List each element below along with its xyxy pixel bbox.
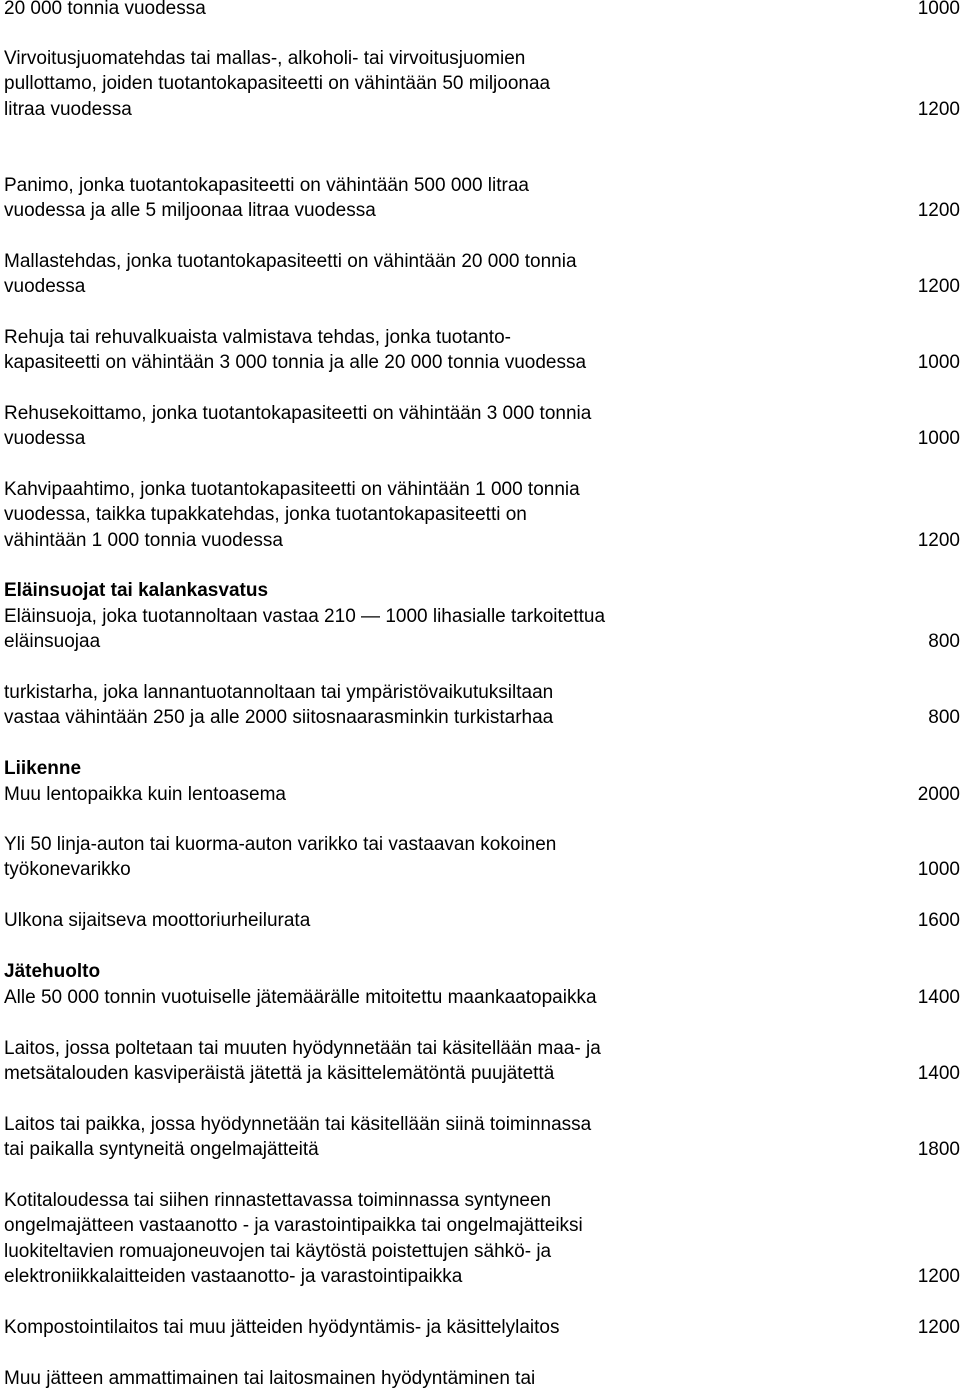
entry-text-line xyxy=(4,782,960,807)
entry-description: ongelmajätteen vastaanotto - ja varastointipaikka tai ongelmajätteiksi xyxy=(4,1215,583,1237)
entry-description: pullottamo, joiden tuotantokapasiteetti on vähintään 50 miljoonaa xyxy=(4,73,551,95)
entry-description: turkistarha, joka lannantuotannoltaan tai ympäristövaikutuksiltaan xyxy=(4,682,554,703)
entry-description: metsätalouden kasviperäistä jätettä ja käsittelemätöntä puujätettä xyxy=(4,1063,555,1085)
entry-text-line xyxy=(4,274,960,299)
entry-description: Kahvipaahtimo, jonka tuotantokapasiteetti on vähintään 1 000 tonnia xyxy=(4,479,580,500)
entry-description: Alle 50 000 tonnin vuotuiselle jätemäärälle mitoitettu maankaatopaikka xyxy=(4,987,597,1008)
entry-text-line xyxy=(4,401,960,426)
section-heading: Jätehuolto xyxy=(4,961,101,982)
entry-distance-value: 1000 xyxy=(917,352,960,374)
entry-description: Yli 50 linja-auton tai kuorma-auton varikko tai vastaavan kokoinen xyxy=(4,834,557,855)
entry-distance-value: 1200 xyxy=(917,276,960,298)
facility-entry xyxy=(4,249,960,300)
entry-text-line xyxy=(4,173,960,198)
entry-distance-value: 2000 xyxy=(917,784,960,805)
entry-text-line xyxy=(4,46,960,71)
entry-description: Ulkona sijaitseva moottoriurheilurata xyxy=(4,910,311,931)
entry-description: tai paikalla syntyneitä ongelmajätteitä xyxy=(4,1139,319,1161)
entry-text-line xyxy=(4,71,960,96)
facility-entry xyxy=(4,173,960,224)
entry-description: Laitos tai paikka, jossa hyödynnetään tai käsitellään siinä toiminnassa xyxy=(4,1114,592,1135)
entry-description: Panimo, jonka tuotantokapasiteetti on vähintään 500 000 litraa xyxy=(4,175,529,196)
facility-entry xyxy=(4,680,960,731)
entry-text-line xyxy=(4,249,960,274)
facility-entry xyxy=(4,325,960,376)
entry-text-line xyxy=(4,1112,960,1137)
entry-description: vuodessa xyxy=(4,276,86,298)
entry-text-line xyxy=(4,1366,960,1391)
entry-distance-value: 1200 xyxy=(917,98,960,120)
entry-description: litraa vuodessa xyxy=(4,98,132,120)
entry-description: Kotitaloudessa tai siihen rinnastettavassa toiminnassa syntyneen xyxy=(4,1190,552,1211)
entry-description: 20 000 tonnia vuodessa xyxy=(4,0,206,19)
entry-text-line xyxy=(4,426,960,451)
entry-text-line xyxy=(4,857,960,882)
entry-description: Muu jätteen ammattimainen tai laitosmainen hyödyntäminen tai xyxy=(4,1368,536,1389)
entry-description: Muu lentopaikka kuin lentoasema xyxy=(4,784,287,805)
section-heading: Liikenne xyxy=(4,758,82,779)
facility-entry xyxy=(4,46,960,122)
entry-description: Laitos, jossa poltetaan tai muuten hyödynnetään tai käsitellään maa- ja xyxy=(4,1038,601,1059)
entry-description: Kompostointilaitos tai muu jätteiden hyödyntämis- ja käsittelylaitos xyxy=(4,1317,560,1338)
entry-description: Virvoitusjuomatehdas tai mallas-, alkoholi- tai virvoitusjuomien xyxy=(4,48,526,69)
entry-description: Rehusekoittamo, jonka tuotantokapasiteetti on vähintään 3 000 tonnia xyxy=(4,403,592,424)
entry-text-line xyxy=(4,325,960,350)
facility-entry xyxy=(4,832,960,883)
facility-entry xyxy=(4,908,960,933)
section-heading: Eläinsuojat tai kalankasvatus xyxy=(4,580,269,601)
entry-description: vähintään 1 000 tonnia vuodessa xyxy=(4,529,283,551)
facility-entry xyxy=(4,401,960,452)
entry-distance-value: 1200 xyxy=(917,529,960,551)
entry-distance-value: 1200 xyxy=(917,200,960,222)
entry-text-line xyxy=(4,1239,960,1264)
entry-text-line xyxy=(4,477,960,502)
entry-distance-value: 1800 xyxy=(917,1139,960,1161)
entry-description: Eläinsuoja, joka tuotannoltaan vastaa 210 ― 1000 lihasialle tarkoitettua xyxy=(4,606,606,627)
entry-distance-value: 1600 xyxy=(917,910,960,931)
entry-distance-value: 1400 xyxy=(917,987,960,1008)
entry-text-line xyxy=(4,0,960,21)
entry-description: kapasiteetti on vähintään 3 000 tonnia ja alle 20 000 tonnia vuodessa xyxy=(4,352,587,374)
entry-distance-value: 800 xyxy=(928,707,960,729)
facility-entry xyxy=(4,782,960,807)
facility-entry xyxy=(4,1315,960,1340)
facility-entry xyxy=(4,1366,960,1391)
entry-text-line xyxy=(4,985,960,1010)
entry-text-line xyxy=(4,1137,960,1162)
entry-text-line xyxy=(4,1213,960,1238)
entry-description: eläinsuojaa xyxy=(4,631,101,653)
entry-description: elektroniikkalaitteiden vastaanotto- ja varastointipaikka xyxy=(4,1266,463,1288)
entry-description: vastaa vähintään 250 ja alle 2000 siitosnaarasminkin turkistarhaa xyxy=(4,707,554,729)
entry-description: Rehuja tai rehuvalkuaista valmistava tehdas, jonka tuotanto- xyxy=(4,327,511,348)
entry-text-line xyxy=(4,1188,960,1213)
entry-distance-value: 1000 xyxy=(917,0,960,19)
entry-text-line xyxy=(4,502,960,527)
entry-description: työkonevarikko xyxy=(4,859,131,881)
entry-text-line xyxy=(4,1036,960,1061)
entry-distance-value: 1000 xyxy=(917,859,960,881)
facility-entry xyxy=(4,0,960,21)
facility-entry xyxy=(4,1036,960,1087)
entry-description: luokiteltavien romuajoneuvojen tai käytöstä poistettujen sähkö- ja xyxy=(4,1240,552,1262)
entry-text-line xyxy=(4,97,960,122)
entry-description: Mallastehdas, jonka tuotantokapasiteetti on vähintään 20 000 tonnia xyxy=(4,251,577,272)
entry-distance-value: 800 xyxy=(928,631,960,653)
facility-entry xyxy=(4,1188,960,1290)
entry-text-line xyxy=(4,908,960,933)
entry-text-line xyxy=(4,1264,960,1289)
entry-text-line xyxy=(4,680,960,705)
entry-text-line xyxy=(4,198,960,223)
entry-text-line xyxy=(4,350,960,375)
entry-text-line xyxy=(4,1315,960,1340)
entry-text-line xyxy=(4,1061,960,1086)
entry-description: vuodessa ja alle 5 miljoonaa litraa vuodessa xyxy=(4,200,376,222)
entry-description: vuodessa xyxy=(4,428,86,450)
facility-entry xyxy=(4,985,960,1010)
entry-text-line xyxy=(4,705,960,730)
entry-text-line xyxy=(4,604,960,629)
entry-text-line xyxy=(4,528,960,553)
entry-text-line xyxy=(4,629,960,654)
facility-entry xyxy=(4,477,960,553)
entry-text-line xyxy=(4,832,960,857)
entry-distance-value: 1400 xyxy=(917,1063,960,1085)
entry-distance-value: 1200 xyxy=(917,1266,960,1288)
entry-description: vuodessa, taikka tupakkatehdas, jonka tuotantokapasiteetti on xyxy=(4,504,527,526)
facility-entry xyxy=(4,604,960,655)
entry-distance-value: 1200 xyxy=(917,1317,960,1338)
facility-entry xyxy=(4,1112,960,1163)
entry-distance-value: 1000 xyxy=(917,428,960,450)
